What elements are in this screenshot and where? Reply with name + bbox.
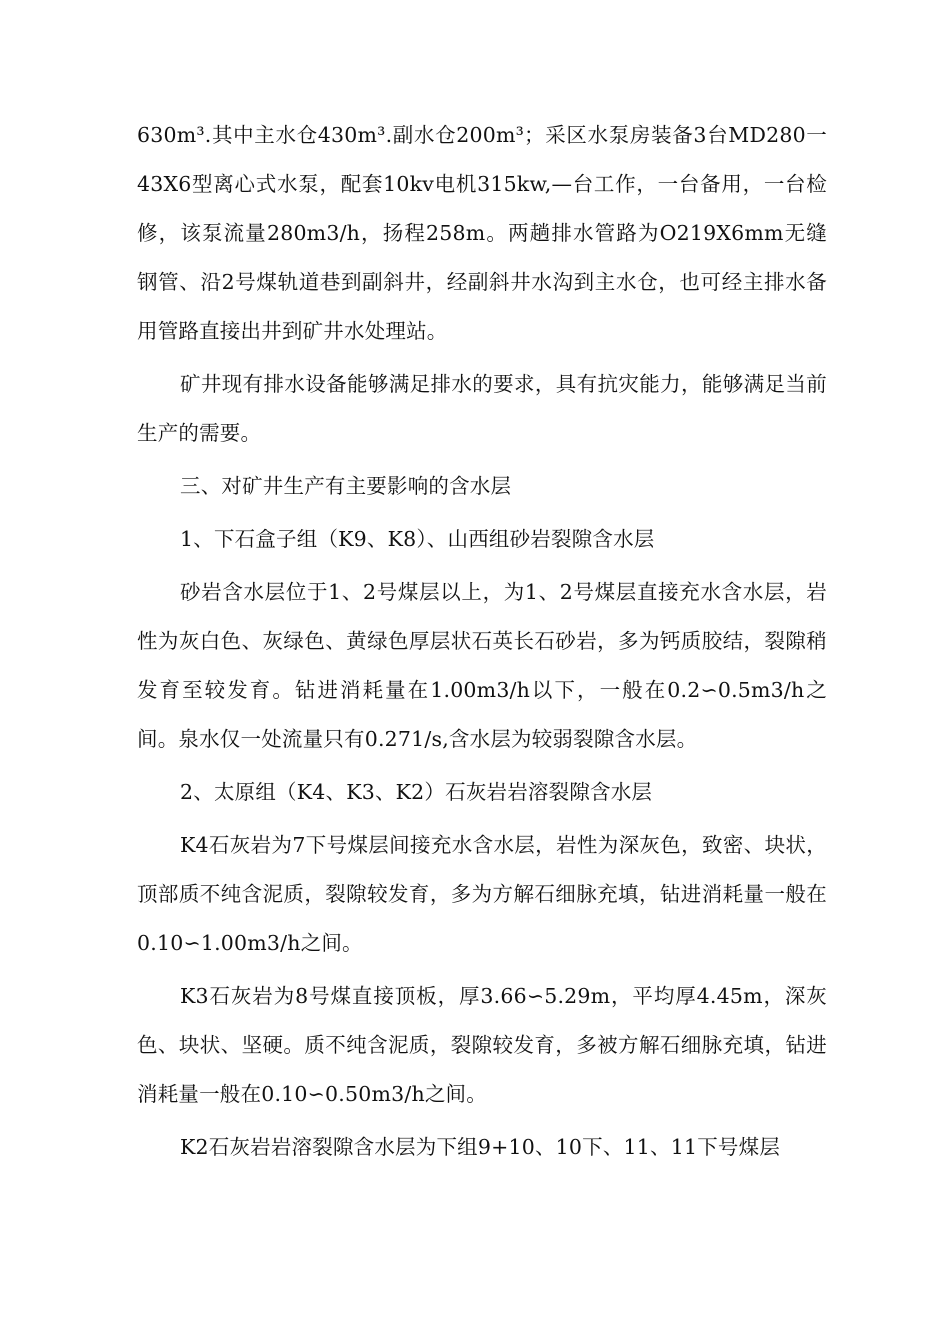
- document-body: [137, 111, 827, 1172]
- paragraph-drainage-capacity: 矿井现有排水设备能够满足排水的要求，具有抗灾能力，能够满足当前生产的需要。: [137, 372, 827, 445]
- paragraph-drainage-equipment: 630m³.其中主水仓430m³.副水仓200m³；采区水泵房装备3台MD280一43X6型离心式水泵，配套10kv电机315kw,—台工作，一台备用，一台检修，该泵流量280m3/h，扬程258m。两趟排水管路为O219X6mm无缝钢管、沿2号煤轨道巷到副斜井，经副斜井水沟到主水仓，也可经主排水备用管路直接出井到矿井水处理站。: [137, 123, 827, 343]
- section-heading-aquifers: 三、对矿井生产有主要影响的含水层: [180, 474, 512, 498]
- paragraph-k2-limestone: K2石灰岩岩溶裂隙含水层为下组9+10、10下、11、11下号煤层: [180, 1135, 781, 1159]
- paragraph-k3-limestone: K3石灰岩为8号煤直接顶板，厚3.66∽5.29m，平均厚4.45m，深灰色、块状、坚硬。质不纯含泥质，裂隙较发育，多被方解石细脉充填，钻进消耗量一般在0.10∽0.50m3/h之间。: [137, 984, 827, 1106]
- subheading-sandstone-aquifer: 1、下石盒子组（K9、K8）、山西组砂岩裂隙含水层: [180, 527, 655, 551]
- paragraph-sandstone-aquifer: 砂岩含水层位于1、2号煤层以上，为1、2号煤层直接充水含水层，岩性为灰白色、灰绿色、黄绿色厚层状石英长石砂岩，多为钙质胶结，裂隙稍发育至较发育。钻进消耗量在1.00m3/h以下，一般在0.2∽0.5m3/h之间。泉水仅一处流量只有0.271/s,含水层为较弱裂隙含水层。: [137, 580, 827, 751]
- subheading-limestone-aquifer: 2、太原组（K4、K3、K2）石灰岩岩溶裂隙含水层: [180, 780, 653, 804]
- paragraph-k4-limestone: K4石灰岩为7下号煤层间接充水含水层，岩性为深灰色，致密、块状，顶部质不纯含泥质，裂隙较发育，多为方解石细脉充填，钻进消耗量一般在0.10∽1.00m3/h之间。: [137, 833, 827, 955]
